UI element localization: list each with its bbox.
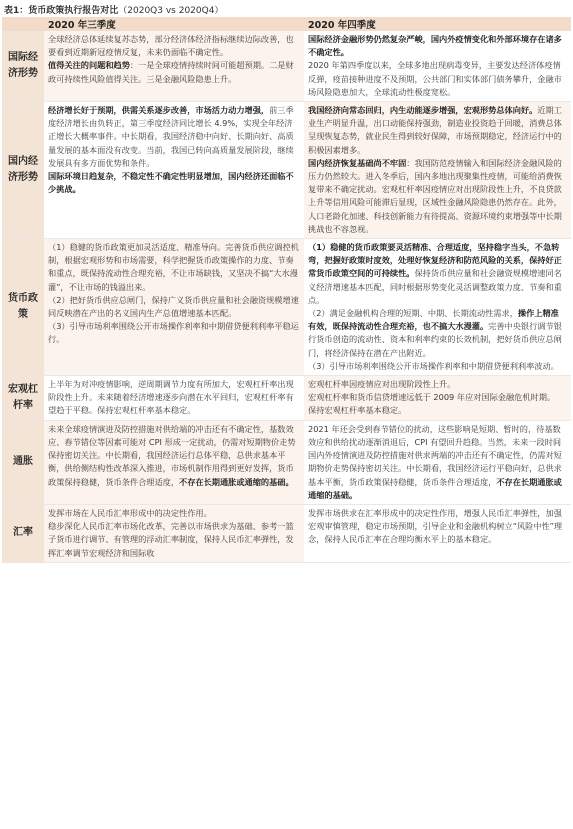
cell-paragraph	[308, 104, 567, 157]
emphasis-text: 国际环境日趋复杂，不稳定性不确定性明显增加，国内经济还面临不少挑战。	[48, 171, 294, 195]
cell-paragraph	[48, 378, 300, 418]
cell-paragraph	[48, 423, 300, 489]
row-category: 汇率	[2, 504, 44, 562]
body-text: （2）满足金融机构合理的短期、中期、长期流动性需求，	[308, 308, 518, 319]
header-q3: 2020 年三季度	[44, 17, 304, 31]
row-category: 通胀	[2, 420, 44, 504]
body-text: （2）把好货币供应总闸门，保持广义货币供应量和社会融资规模增速同反映潜在产出的名义国内生产总值增速基本匹配。	[48, 294, 299, 319]
header-q4: 2020 年四季度	[304, 17, 571, 31]
header-category	[2, 17, 44, 31]
body-text: 保持宏观杠杆率基本稳定。	[308, 405, 407, 416]
cell-paragraph	[48, 241, 300, 294]
cell-paragraph	[308, 378, 567, 391]
table-row	[2, 102, 571, 239]
cell-q4	[304, 239, 571, 376]
body-text: 近期工业生产明显升温，出口动能保持强劲，制造业投资趋于回暖，消费总体呈现恢复态势，就业民生得到较好保障，市场预期稳定，经济运行中的积极因素增多。	[308, 105, 562, 155]
cell-paragraph	[308, 360, 567, 373]
body-text: 保持货币供应量和社会融资规模增速同名义经济增速基本匹配，同时根据形势变化灵活调整政策力度、节奏和重点。	[308, 268, 562, 305]
cell-q3	[44, 102, 304, 239]
cell-q4	[304, 102, 571, 239]
emphasis-text: 不存在长期通胀或通缩的基础。	[179, 476, 294, 487]
policy-comparison-table	[2, 17, 571, 563]
emphasis-text: 值得关注的问题和趋势	[48, 60, 130, 71]
emphasis-text: 国内经济恢复基础尚不牢固	[308, 157, 407, 168]
table-row	[2, 239, 571, 376]
row-category: 宏观杠杆率	[2, 376, 44, 421]
body-text: （3）引导市场利率围绕公开市场操作利率和中期借贷便利利率波动。	[308, 360, 559, 371]
body-text: （1）稳健的货币政策更加灵活适度、精准导向。完善货币供应调控机制，根据宏观形势和市场需要，科学把握货币政策操作的力度、节奏和重点，既保持流动性合理充裕，不让市场缺钱，又坚决不搞“大水漫灌”，不让市场的钱溢出来。	[48, 242, 299, 292]
emphasis-text: 操作上精准有效，既保持流动性合理充裕，也不搞大水漫灌。	[308, 308, 559, 332]
cell-q4	[304, 504, 571, 562]
cell-paragraph	[48, 59, 300, 85]
cell-paragraph	[308, 404, 567, 417]
cell-paragraph	[308, 33, 567, 59]
cell-q3	[44, 31, 304, 102]
row-category: 货币政策	[2, 239, 44, 376]
body-text: ：一是全球疫情持续时间可能超预期。二是财政可持续性风险值得关注。三是金融风险隐患上升。	[48, 60, 294, 84]
emphasis-text: 不存在长期通胀或通缩的基础。	[308, 476, 562, 500]
body-text: （3）引导市场利率围绕公开市场操作利率和中期借贷便利利率平稳运行。	[48, 321, 299, 345]
cell-paragraph	[308, 157, 567, 236]
cell-q4	[304, 31, 571, 102]
caption-subtitle: （2020Q3 vs 2020Q4）	[118, 6, 224, 16]
table-row	[2, 31, 571, 102]
emphasis-text: （1）稳健的货币政策要灵活精准、合理适度，坚持稳字当头，不急转弯，把握好政策时度效，处理好恢复经济和防范风险的关系，保持好正常货币政策空间的可持续性。	[308, 242, 562, 279]
cell-q3	[44, 504, 304, 562]
cell-paragraph	[308, 241, 567, 307]
row-category: 国际经济形势	[2, 31, 44, 102]
table-header-row	[2, 17, 571, 31]
cell-paragraph	[48, 294, 300, 320]
emphasis-text: 国际经济金融形势仍然复杂严峻，国内外疫情变化和外部环境存在诸多不确定性。	[308, 34, 562, 58]
cell-paragraph	[48, 170, 300, 196]
cell-q4	[304, 376, 571, 421]
body-text: 宏观杠杆率因疫情应对出现阶段性上升。	[308, 379, 456, 390]
cell-paragraph	[48, 507, 300, 520]
table-row	[2, 376, 571, 421]
emphasis-text: 经济增长好于预期，供需关系逐步改善，市场活力动力增强，	[48, 105, 270, 116]
body-text: 上半年为对冲疫情影响，逆周期调节力度有所加大，宏观杠杆率出现阶段性上升。未来随着经济增速逐步向潜在水平回归，宏观杠杆率有望趋于平稳。保持宏观杠杆率基本稳定。	[48, 379, 294, 416]
cell-paragraph	[308, 423, 567, 502]
cell-paragraph	[308, 391, 567, 404]
cell-q4	[304, 420, 571, 504]
table-row	[2, 504, 571, 562]
table-caption	[4, 3, 223, 16]
body-text: ：我国防范疫情输入和国际经济金融风险的压力仍然较大。进入冬季后，国内多地出现聚集性疫情，可能给消费恢复带来不确定扰动。宏观杠杆率因疫情应对出现阶段性上升，不良贷款上升等信用风险可能滞后显现，区域性金融风险隐患仍然存在。此外，人口老龄化加速、科技创新能力有待提高、资源环境约束增强等中长期挑战也不容忽视。	[308, 157, 562, 234]
table-row	[2, 420, 571, 504]
body-text: 前三季度经济增长由负转正，第三季度经济同比增长 4.9%，实现全年经济正增长大概率事件。中长期看，我国经济稳中向好、长期向好、高质量发展的基本面没有改变。当前，我国已转向高质量发展阶段，继续发展具有多方面优势和条件。	[48, 105, 294, 168]
cell-paragraph	[308, 59, 567, 99]
body-text: 发挥市场供求在汇率形成中的决定性作用，增强人民币汇率弹性，加强宏观审慎管理，稳定市场预期，引导企业和金融机构树立“风险中性”理念，保持人民币汇率在合理均衡水平上的基本稳定。	[308, 507, 563, 545]
body-text: 发挥市场在人民币汇率形成中的决定性作用。	[48, 507, 212, 518]
body-text: 宏观杠杆率和货币信贷增速远低于 2009 年应对国际金融危机时期。	[308, 392, 556, 403]
cell-q3	[44, 239, 304, 376]
cell-q3	[44, 376, 304, 421]
cell-paragraph	[308, 507, 567, 547]
cell-paragraph	[308, 307, 567, 360]
cell-paragraph	[48, 104, 300, 170]
body-text: 2021 年还会受到春节错位的扰动，这些影响是短期、暂时的，待基数效应和供给扰动逐渐消退后，CPI 有望回升趋稳。当然，未来一段时间国内外疫情演进及防控措施对供求两端的冲击还有不确定性，仍需对短期物价走势保持密切关注。中长期看，我国经济运行平稳向好，总供求基本平衡，货币政策保持稳健，货币条件合理适度，	[308, 423, 562, 487]
body-text: 2020 年第四季度以来，全球多地出现病毒变异，主要发达经济体疫情反弹，疫苗接种进度不及预期，公共部门和实体部门债务攀升，金融市场风险隐患加大，全球流动性极度宽松。	[308, 60, 562, 97]
caption-title: 表1：货币政策执行报告对比	[4, 6, 119, 16]
cell-paragraph	[48, 33, 300, 59]
table-body	[2, 31, 571, 562]
body-text: 未来全球疫情演进及防控措施对供给端的冲击还有不确定性，基数效应、春节错位等因素可能对 CPI 形成一定扰动，仍需对短期物价走势保持密切关注。中长期看，我国经济运行总体平稳，总供求基本平衡，供给侧结构性改革深入推进，市场机制作用得到更好发挥，货币政策保持稳健，货币条件合理适度，	[48, 423, 296, 487]
body-text: 全球经济总体延续复苏态势，部分经济体经济指标继续边际改善，也要看到近期新冠疫情反复，未来仍面临不确定性。	[48, 34, 294, 58]
emphasis-text: 我国经济向常态回归，内生动能逐步增强，宏观形势总体向好。	[308, 105, 538, 116]
cell-q3	[44, 420, 304, 504]
row-category: 国内经济形势	[2, 102, 44, 239]
body-text: 稳步深化人民币汇率市场化改革，完善以市场供求为基础、参考一篮子货币进行调节、有管理的浮动汇率制度，保持人民币汇率弹性，发挥汇率调节宏观经济和国际收	[48, 521, 294, 558]
cell-paragraph	[48, 320, 300, 346]
body-text: 完善中央银行调节银行货币创造的流动性、资本和利率约束的长效机制，把好货币供应总闸门，将经济保持在潜在产出附近。	[308, 321, 562, 358]
cell-paragraph	[48, 520, 300, 560]
